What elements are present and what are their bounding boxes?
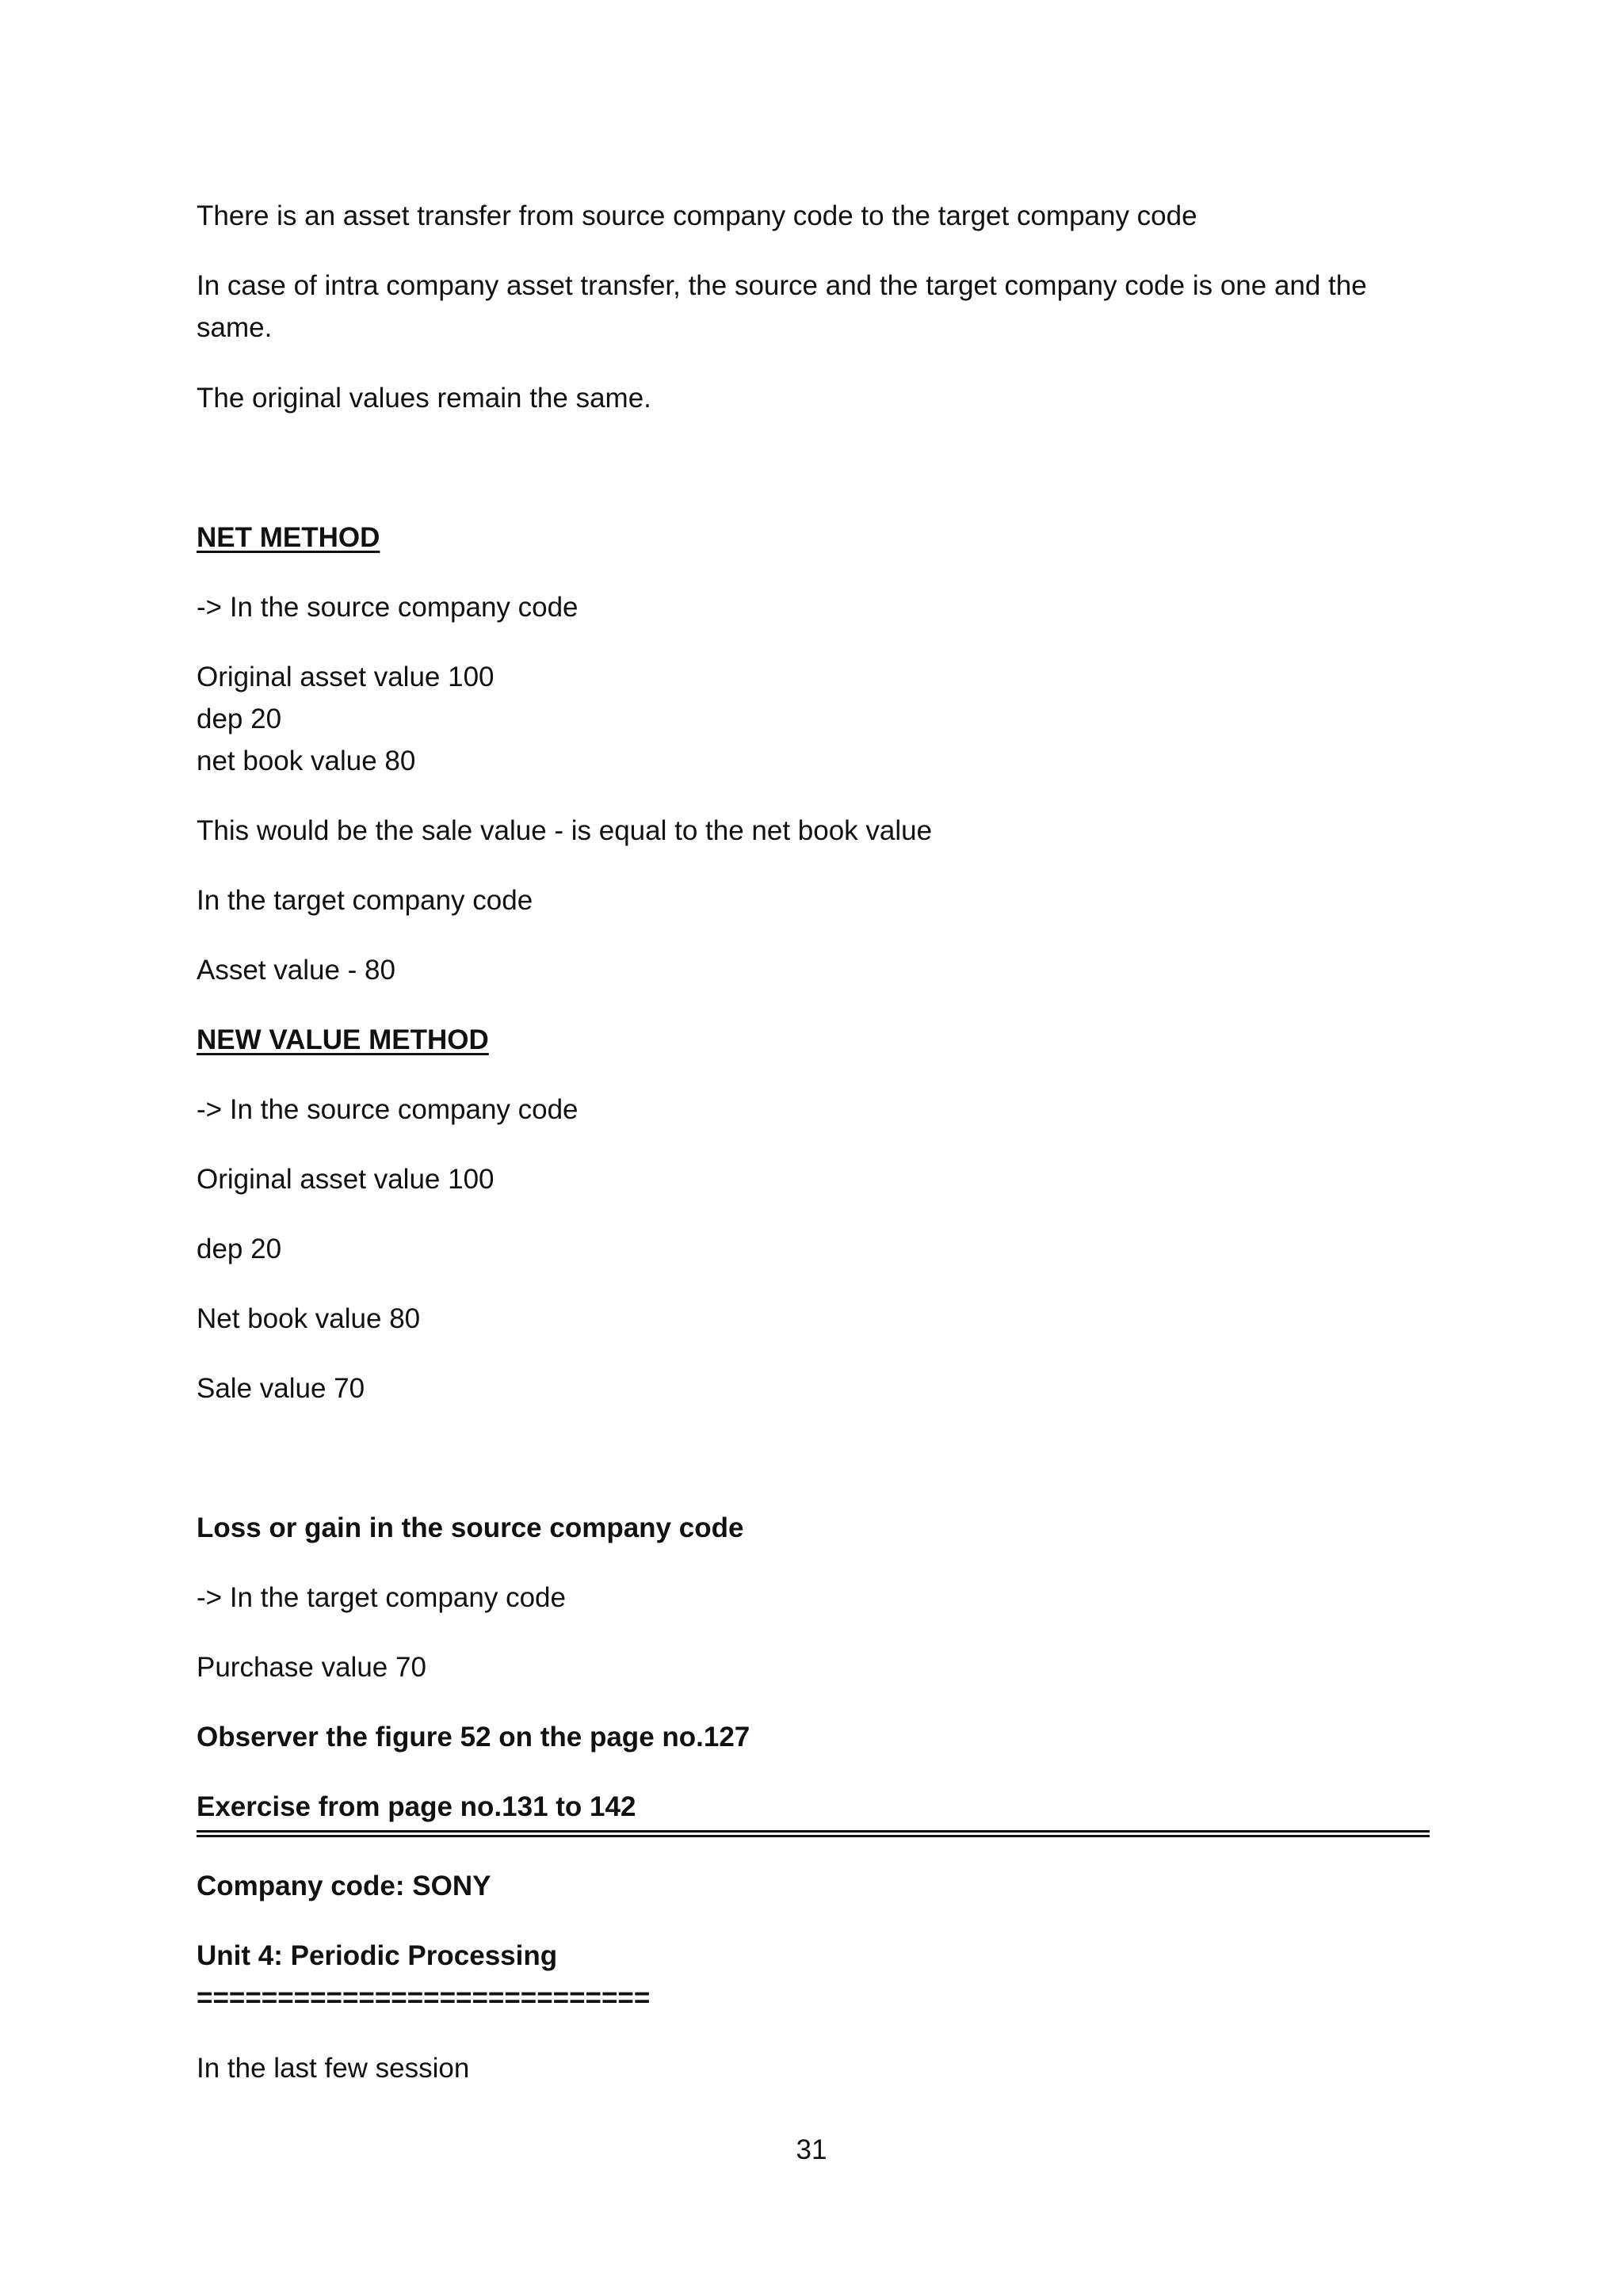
unit-heading: Unit 4: Periodic Processing	[197, 1940, 558, 1971]
company-code: Company code: SONY	[197, 1871, 491, 1901]
heading-net-method: NET METHOD	[197, 522, 380, 553]
net-method-value-original: Original asset value 100	[197, 662, 495, 692]
observe-figure-note: Observer the figure 52 on the page no.127	[197, 1722, 750, 1753]
paragraph-original-values: The original values remain the same.	[197, 383, 651, 414]
net-method-source-line: -> In the source company code	[197, 592, 579, 623]
purchase-value: Purchase value 70	[197, 1652, 426, 1683]
net-method-value-net-book: net book value 80	[197, 746, 416, 776]
paragraph-last-session: In the last few session	[197, 2053, 470, 2084]
paragraph-intra-company: In case of intra company asset transfer, the source and the target company code is one and the same.	[197, 270, 1367, 343]
new-value-dep: dep 20	[197, 1234, 282, 1264]
paragraph-asset-transfer: There is an asset transfer from source company code to the target company code	[197, 200, 1197, 231]
net-method-target-line: In the target company code	[197, 885, 533, 916]
separator-line: ============================	[197, 1982, 651, 2013]
new-value-sale: Sale value 70	[197, 1373, 365, 1404]
target-company-line: -> In the target company code	[197, 1582, 566, 1613]
heading-loss-or-gain: Loss or gain in the source company code	[197, 1512, 744, 1543]
net-method-sale-note: This would be the sale value - is equal to the net book value	[197, 815, 933, 846]
new-value-source-line: -> In the source company code	[197, 1094, 579, 1125]
net-method-value-dep: dep 20	[197, 704, 282, 734]
double-rule-divider	[197, 1830, 1430, 1837]
new-value-original: Original asset value 100	[197, 1164, 495, 1195]
new-value-net-book: Net book value 80	[197, 1303, 421, 1334]
net-method-asset-value: Asset value - 80	[197, 955, 395, 986]
page-number: 31	[796, 2134, 827, 2165]
heading-new-value-method: NEW VALUE METHOD	[197, 1024, 489, 1055]
exercise-pages-note: Exercise from page no.131 to 142	[197, 1791, 636, 1822]
